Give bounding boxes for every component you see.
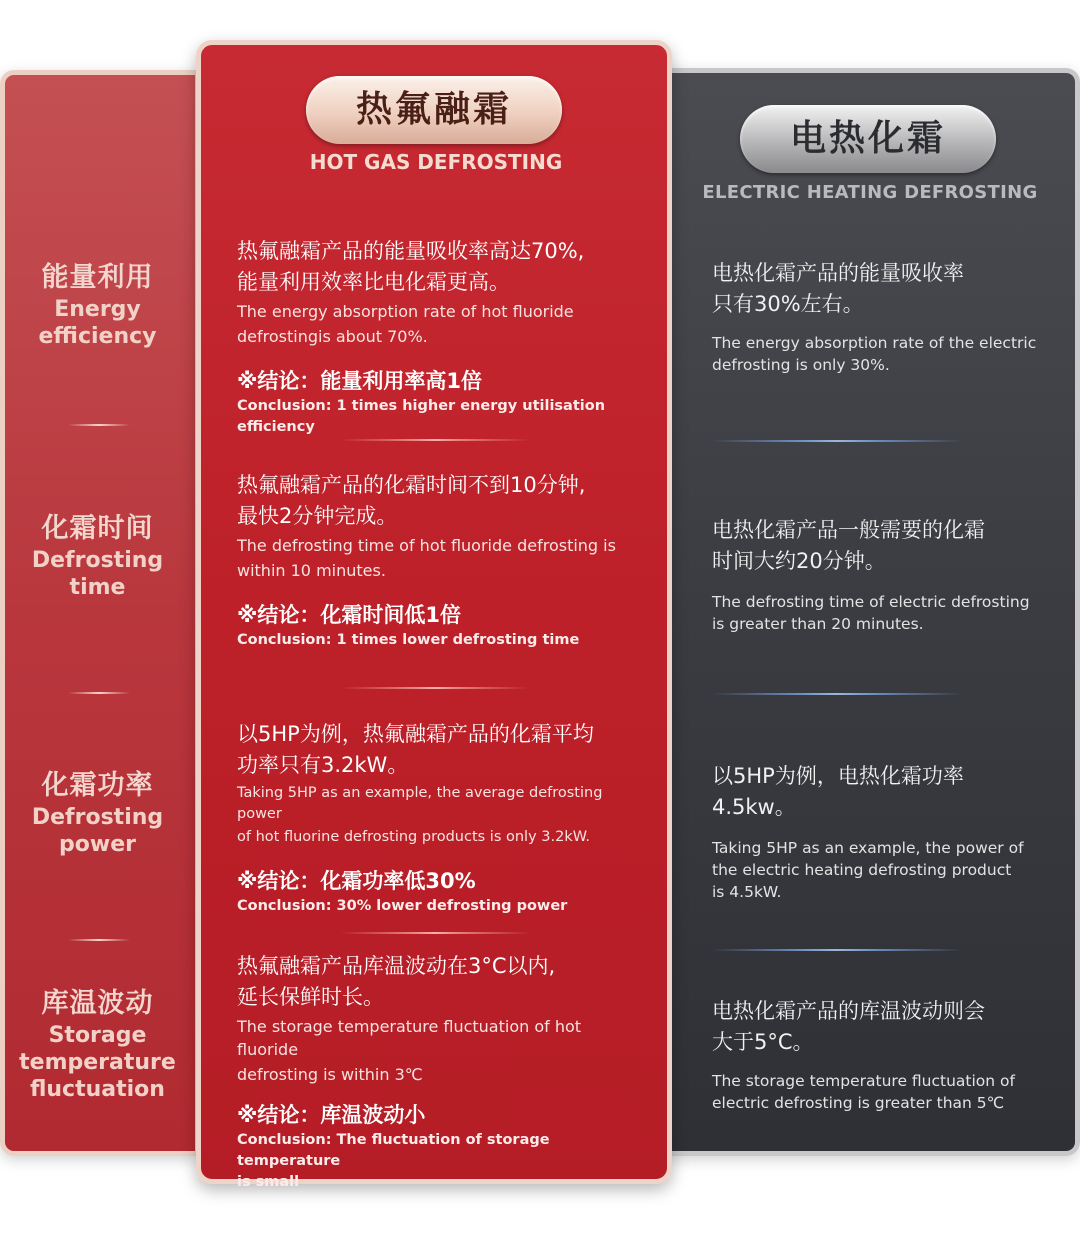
- category-energy-en-line1: Energy: [54, 297, 141, 322]
- hot-gas-fluctuation-en-line2: defrosting is within 3℃: [237, 1065, 423, 1084]
- category-time-en-line2: time: [69, 575, 126, 600]
- hot-gas-energy-cn-line2: 能量利用效率比电化霜更高。: [237, 270, 510, 294]
- hot-gas-time-en-line1: The defrosting time of hot fluoride defrosting is: [237, 536, 616, 555]
- electric-time-en-line1: The defrosting time of electric defrosting: [712, 593, 1030, 611]
- hot-gas-subtitle: HOT GAS DEFROSTING: [309, 150, 563, 174]
- hot-gas-title-badge: 热氟融霜: [306, 76, 562, 144]
- category-power-en-line2: power: [59, 832, 136, 857]
- hot-gas-power-cn-line1: 以5HP为例，热氟融霜产品的化霜平均: [237, 722, 594, 746]
- hot-gas-energy-block: [237, 236, 647, 438]
- hot-gas-time-cn-line2: 最快2分钟完成。: [237, 504, 398, 528]
- electric-title-badge: 电热化霜: [740, 105, 996, 173]
- electric-subtitle: ELECTRIC HEATING DEFROSTING: [702, 182, 1038, 203]
- electric-time-cn-line2: 时间大约20分钟。: [712, 549, 886, 573]
- category-time-cn: 化霜时间: [41, 513, 154, 544]
- electric-power-cn-line2: 4.5kw。: [712, 795, 796, 819]
- hot-gas-fluctuation-conclusion-cn: ※结论：库温波动小: [237, 1103, 426, 1127]
- electric-power-en-line1: Taking 5HP as an example, the power of: [712, 839, 1024, 857]
- category-divider: [68, 424, 130, 426]
- hot-gas-fluctuation-conclusion-en-line1: Conclusion: The fluctuation of storage temperature: [237, 1132, 550, 1169]
- electric-power-block: [712, 761, 1047, 903]
- category-power: [0, 768, 195, 858]
- category-fluctuation-en-line1: Storage: [48, 1023, 147, 1048]
- hot-gas-fluctuation-en-line1: The storage temperature fluctuation of hot fluoride: [237, 1017, 582, 1059]
- hot-gas-energy-cn-line1: 热氟融霜产品的能量吸收率高达70%,: [237, 239, 585, 263]
- electric-divider: [712, 949, 962, 951]
- hot-gas-power-cn-line2: 功率只有3.2kW。: [237, 753, 409, 777]
- category-power-en-line1: Defrosting: [31, 805, 164, 830]
- electric-energy-cn-line1: 电热化霜产品的能量吸收率: [712, 261, 964, 285]
- hot-gas-time-block: [237, 470, 647, 651]
- hot-gas-time-conclusion-en: Conclusion: 1 times lower defrosting time: [237, 632, 580, 648]
- electric-divider: [712, 693, 962, 695]
- category-energy-en-line2: efficiency: [38, 324, 157, 349]
- category-power-cn: 化霜功率: [41, 770, 154, 801]
- category-fluctuation-en-line3: fluctuation: [30, 1077, 165, 1102]
- category-fluctuation-en-line2: temperature: [19, 1050, 176, 1075]
- electric-fluctuation-cn-line1: 电热化霜产品的库温波动则会: [712, 999, 985, 1023]
- category-divider: [68, 692, 130, 694]
- electric-energy-block: [712, 258, 1047, 376]
- electric-power-en-line2: the electric heating defrosting product: [712, 861, 1012, 879]
- hot-gas-fluctuation-conclusion-en-line2: is small: [237, 1174, 300, 1190]
- hot-gas-energy-conclusion-en: Conclusion: 1 times higher energy utilisation efficiency: [237, 398, 606, 435]
- electric-time-block: [712, 515, 1047, 635]
- hot-gas-power-block: [237, 719, 647, 917]
- category-divider: [68, 939, 130, 941]
- category-time: [0, 511, 195, 601]
- category-fluctuation: [0, 986, 195, 1103]
- hot-gas-fluctuation-block: [237, 951, 647, 1193]
- category-time-en-line1: Defrosting: [31, 548, 164, 573]
- category-fluctuation-cn: 库温波动: [41, 988, 154, 1019]
- hot-gas-divider: [340, 932, 530, 934]
- hot-gas-power-en-line1: Taking 5HP as an example, the average defrosting power: [237, 785, 603, 822]
- electric-fluctuation-block: [712, 996, 1047, 1114]
- electric-power-en-line3: is 4.5kW.: [712, 883, 782, 901]
- hot-gas-time-cn-line1: 热氟融霜产品的化霜时间不到10分钟,: [237, 473, 586, 497]
- hot-gas-power-conclusion-en: Conclusion: 30% lower defrosting power: [237, 898, 568, 914]
- hot-gas-time-en-line2: within 10 minutes.: [237, 561, 386, 580]
- electric-energy-cn-line2: 只有30%左右。: [712, 292, 864, 316]
- electric-divider: [712, 440, 962, 442]
- hot-gas-fluctuation-cn-line1: 热氟融霜产品库温波动在3°C以内,: [237, 954, 556, 978]
- electric-fluctuation-en-line1: The storage temperature fluctuation of: [712, 1072, 1015, 1090]
- electric-time-en-line2: is greater than 20 minutes.: [712, 615, 924, 633]
- hot-gas-power-en-line2: of hot fluorine defrosting products is only 3.2kW.: [237, 829, 591, 845]
- hot-gas-time-conclusion-cn: ※结论：化霜时间低1倍: [237, 603, 462, 627]
- electric-fluctuation-cn-line2: 大于5°C。: [712, 1030, 814, 1054]
- hot-gas-energy-conclusion-cn: ※结论：能量利用率高1倍: [237, 369, 483, 393]
- electric-energy-en-line2: defrosting is only 30%.: [712, 356, 890, 374]
- electric-energy-en-line1: The energy absorption rate of the electric: [712, 334, 1037, 352]
- hot-gas-divider: [340, 439, 530, 441]
- electric-power-cn-line1: 以5HP为例，电热化霜功率: [712, 764, 964, 788]
- category-energy: [0, 260, 195, 350]
- hot-gas-divider: [340, 687, 530, 689]
- hot-gas-power-conclusion-cn: ※结论：化霜功率低30%: [237, 869, 476, 893]
- category-energy-cn: 能量利用: [41, 262, 154, 293]
- electric-time-cn-line1: 电热化霜产品一般需要的化霜: [712, 518, 985, 542]
- hot-gas-energy-en-line1: The energy absorption rate of hot fluoride: [237, 302, 574, 321]
- hot-gas-energy-en-line2: defrostingis about 70%.: [237, 327, 428, 346]
- electric-fluctuation-en-line2: electric defrosting is greater than 5℃: [712, 1094, 1005, 1112]
- hot-gas-fluctuation-cn-line2: 延长保鲜时长。: [237, 985, 384, 1009]
